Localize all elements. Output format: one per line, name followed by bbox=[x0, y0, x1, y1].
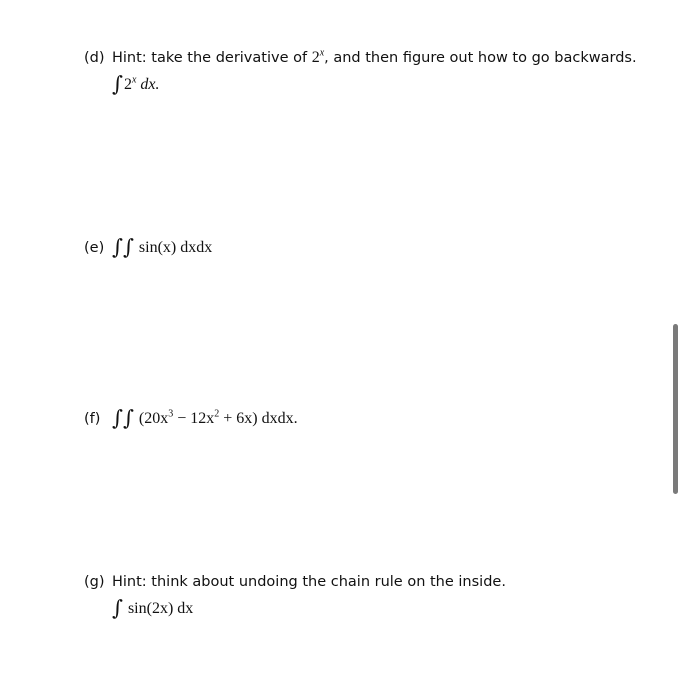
term-2: − 12x bbox=[173, 410, 215, 427]
integral-sign: ∫ bbox=[112, 596, 123, 620]
double-integral-sign: ∫∫ bbox=[112, 235, 134, 259]
problem-g-label: (g) bbox=[84, 574, 105, 590]
term-3: + 6x) dxdx. bbox=[219, 410, 298, 427]
problem-g bbox=[84, 573, 506, 591]
problem-g-expression bbox=[112, 594, 193, 618]
problem-d-label: (d) bbox=[84, 50, 105, 66]
problem-g-expr: sin(2x) dx bbox=[127, 600, 194, 617]
problem-g-hint: Hint: think about undoing the chain rule on the inside. bbox=[112, 574, 506, 590]
problem-e-label: (e) bbox=[84, 240, 105, 256]
problem-d-hint: Hint: take the derivative of bbox=[112, 50, 308, 66]
problem-e-expression bbox=[112, 235, 213, 259]
problem-f-expression bbox=[112, 406, 298, 430]
hint-exponent: x bbox=[319, 47, 325, 59]
problem-d-expression bbox=[112, 70, 160, 94]
problem-d bbox=[84, 49, 637, 67]
double-integral-sign: ∫∫ bbox=[112, 406, 134, 430]
problem-e bbox=[84, 236, 212, 257]
vertical-scrollbar[interactable] bbox=[673, 324, 678, 494]
expr-base: 2 bbox=[123, 76, 132, 93]
exp-1: 3 bbox=[168, 408, 174, 420]
expr-exponent: x bbox=[131, 74, 137, 86]
hint-base: 2 bbox=[311, 49, 320, 66]
problem-f bbox=[84, 407, 298, 428]
exp-2: 2 bbox=[214, 408, 220, 420]
problem-e-expr: sin(x) dxdx bbox=[138, 239, 213, 256]
problem-d-hint-math bbox=[312, 49, 324, 66]
problem-f-label: (f) bbox=[84, 411, 101, 427]
term-1: (20x bbox=[138, 410, 169, 427]
integral-sign: ∫ bbox=[112, 72, 123, 96]
expr-tail: dx. bbox=[136, 76, 160, 93]
problem-d-hint-tail: , and then figure out how to go backwards. bbox=[324, 50, 637, 66]
